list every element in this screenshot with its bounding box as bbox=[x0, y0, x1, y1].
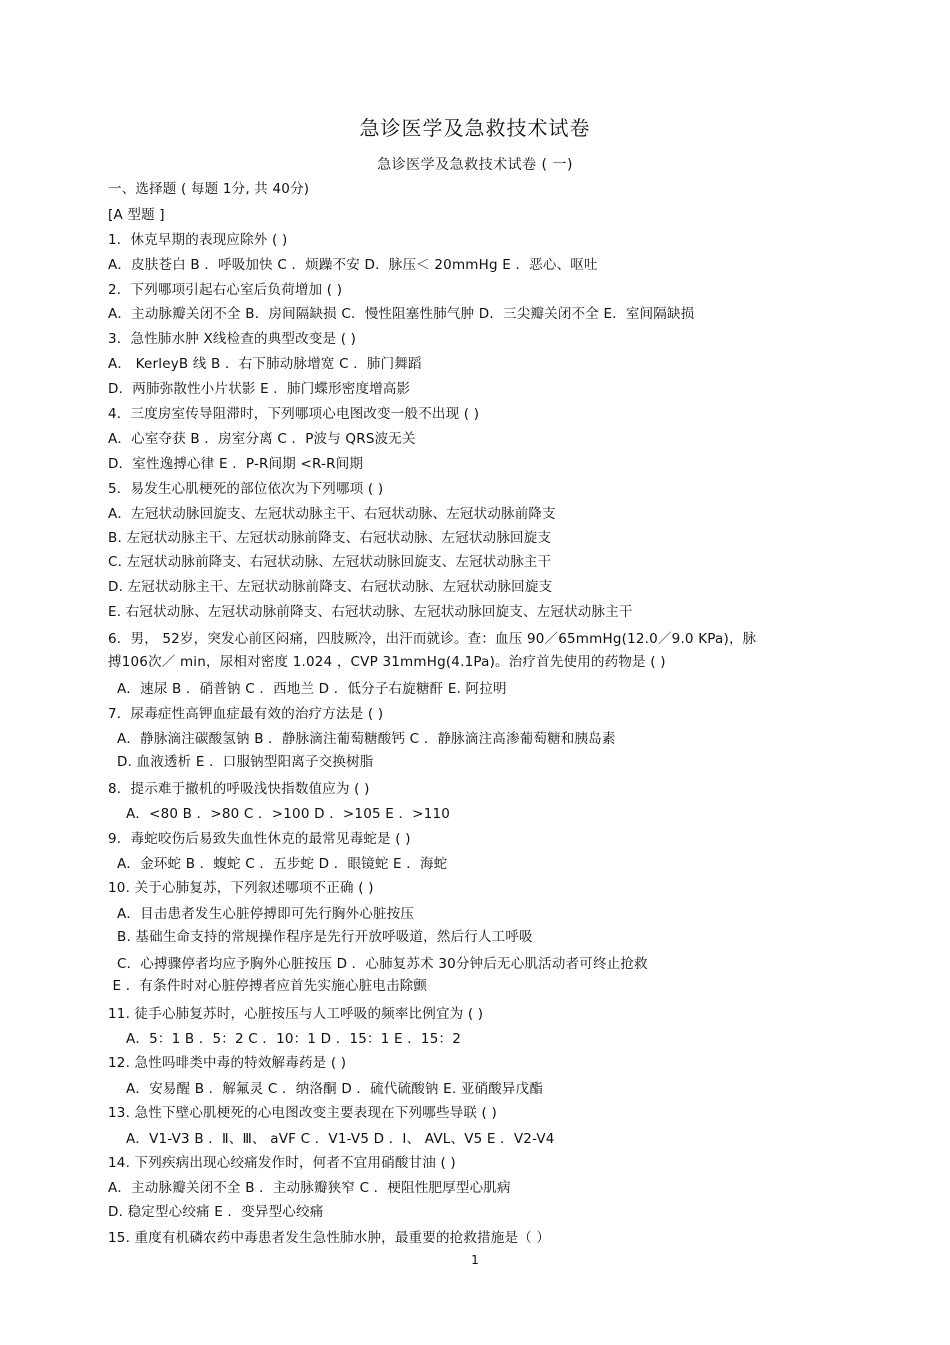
question-1: 1．休克早期的表现应除外 ( ) bbox=[108, 232, 288, 248]
document-subtitle: 急诊医学及急救技术试卷 ( 一) bbox=[377, 157, 573, 173]
question-15: 15. 重度有机磷农药中毒患者发生急性肺水肿，最重要的抢救措施是（ ） bbox=[108, 1230, 551, 1246]
question-6: 6．男， 52岁，突发心前区闷痛，四肢厥冷，出汗而就诊。查：血压 90／65mmHg(12.0／9.0 KPa)，脉 bbox=[108, 631, 757, 647]
question-9: 9．毒蛇咬伤后易致失血性休克的最常见毒蛇是 ( ) bbox=[108, 831, 411, 847]
question-5-option-c: C. 左冠状动脉前降支、右冠状动脉、左冠状动脉回旋支、左冠状动脉主干 bbox=[108, 554, 552, 570]
question-4-options-b: D．室性逸搏心律 E ．P-R间期 <R-R间期 bbox=[108, 456, 364, 472]
question-7-options-a: A．静脉滴注碳酸氢钠 B ．静脉滴注葡萄糖酸钙 C ．静脉滴注高渗葡萄糖和胰岛素 bbox=[108, 731, 616, 747]
question-10-option-cd: C．心搏骤停者均应予胸外心脏按压 D ．心肺复苏术 30分钟后无心肌活动者可终止抢救 bbox=[108, 956, 648, 972]
question-5-option-d: D. 左冠状动脉主干、左冠状动脉前降支、右冠状动脉、左冠状动脉回旋支 bbox=[108, 579, 553, 595]
question-3-options-b: D．两肺弥散性小片状影 E ．肺门蝶形密度增高影 bbox=[108, 381, 411, 397]
question-11-options: A．5：1 B ．5：2 C ．10：1 D ．15：1 E ．15：2 bbox=[108, 1031, 462, 1047]
question-13: 13. 急性下壁心肌梗死的心电图改变主要表现在下列哪些导联 ( ) bbox=[108, 1105, 497, 1121]
section-heading: 一、选择题 ( 每题 1分, 共 40分) bbox=[108, 181, 310, 197]
question-5-option-a: A．左冠状动脉回旋支、左冠状动脉主干、右冠状动脉、左冠状动脉前降支 bbox=[108, 506, 556, 522]
question-2-options: A．主动脉瓣关闭不全 B．房间隔缺损 C．慢性阻塞性肺气肿 D．三尖瓣关闭不全 E．室间隔缺损 bbox=[108, 306, 695, 322]
question-10-option-e: E ．有条件时对心脏停搏者应首先实施心脏电击除颤 bbox=[108, 978, 428, 994]
question-6-options: A．速尿 B ．硝普钠 C ．西地兰 D ．低分子右旋糖酐 E. 阿拉明 bbox=[108, 681, 507, 697]
question-11: 11. 徒手心肺复苏时，心脏按压与人工呼吸的频率比例宜为 ( ) bbox=[108, 1006, 484, 1022]
question-8-options: A．<80 B ．>80 C ．>100 D ．>105 E ．>110 bbox=[108, 806, 451, 822]
document-title: 急诊医学及急救技术试卷 bbox=[359, 116, 591, 140]
question-14-options-a: A．主动脉瓣关闭不全 B ．主动脉瓣狭窄 C ．梗阻性肥厚型心肌病 bbox=[108, 1180, 511, 1196]
question-12: 12. 急性吗啡类中毒的特效解毒药是 ( ) bbox=[108, 1055, 347, 1071]
question-7: 7．尿毒症性高钾血症最有效的治疗方法是 ( ) bbox=[108, 706, 384, 722]
question-2: 2．下列哪项引起右心室后负荷增加 ( ) bbox=[108, 282, 343, 298]
question-14-options-b: D. 稳定型心绞痛 E ．变异型心绞痛 bbox=[108, 1204, 324, 1220]
question-3-options-a: A． KerleyB 线 B ．右下肺动脉增宽 C ．肺门舞蹈 bbox=[108, 356, 422, 372]
question-12-options: A．安易醒 B ．解氟灵 C ．纳洛酮 D ．硫代硫酸钠 E. 亚硝酸异戊酯 bbox=[108, 1081, 544, 1097]
question-5-option-b: B. 左冠状动脉主干、左冠状动脉前降支、右冠状动脉、左冠状动脉回旋支 bbox=[108, 530, 552, 546]
question-5: 5．易发生心肌梗死的部位依次为下列哪项 ( ) bbox=[108, 481, 384, 497]
question-6-cont: 搏106次／ min，尿相对密度 1.024 ，CVP 31mmHg(4.1Pa)。治疗首先使用的药物是 ( ) bbox=[108, 654, 666, 670]
question-13-options: A．V1-V3 B ．Ⅱ、Ⅲ、 aVF C ．V1-V5 D ．Ⅰ、 AVL、V5 E ．V2-V4 bbox=[108, 1131, 555, 1147]
question-1-options: A．皮肤苍白 B ．呼吸加快 C ．烦躁不安 D．脉压＜ 20mmHg E ．恶心、呕吐 bbox=[108, 257, 598, 273]
question-3: 3．急性肺水肿 X线检查的典型改变是 ( ) bbox=[108, 331, 357, 347]
question-4: 4．三度房室传导阻滞时，下列哪项心电图改变一般不出现 ( ) bbox=[108, 406, 480, 422]
question-type: [A 型题 ] bbox=[108, 207, 165, 223]
page-number: 1 bbox=[471, 1253, 479, 1267]
question-10: 10. 关于心肺复苏，下列叙述哪项不正确 ( ) bbox=[108, 880, 374, 896]
question-10-option-a: A．目击患者发生心脏停搏即可先行胸外心脏按压 bbox=[108, 906, 415, 922]
question-5-option-e: E. 右冠状动脉、左冠状动脉前降支、右冠状动脉、左冠状动脉回旋支、左冠状动脉主干 bbox=[108, 604, 633, 620]
question-14: 14. 下列疾病出现心绞痛发作时，何者不宜用硝酸甘油 ( ) bbox=[108, 1155, 456, 1171]
question-10-option-b: B. 基础生命支持的常规操作程序是先行开放呼吸道，然后行人工呼吸 bbox=[108, 929, 533, 945]
question-8: 8．提示难于撤机的呼吸浅快指数值应为 ( ) bbox=[108, 781, 370, 797]
question-9-options: A．金环蛇 B ．蝮蛇 C ．五步蛇 D ．眼镜蛇 E ．海蛇 bbox=[108, 856, 448, 872]
question-4-options-a: A．心室夺获 B ．房室分离 C ．P波与 QRS波无关 bbox=[108, 431, 416, 447]
question-7-options-b: D. 血液透析 E ．口服钠型阳离子交换树脂 bbox=[108, 754, 374, 770]
